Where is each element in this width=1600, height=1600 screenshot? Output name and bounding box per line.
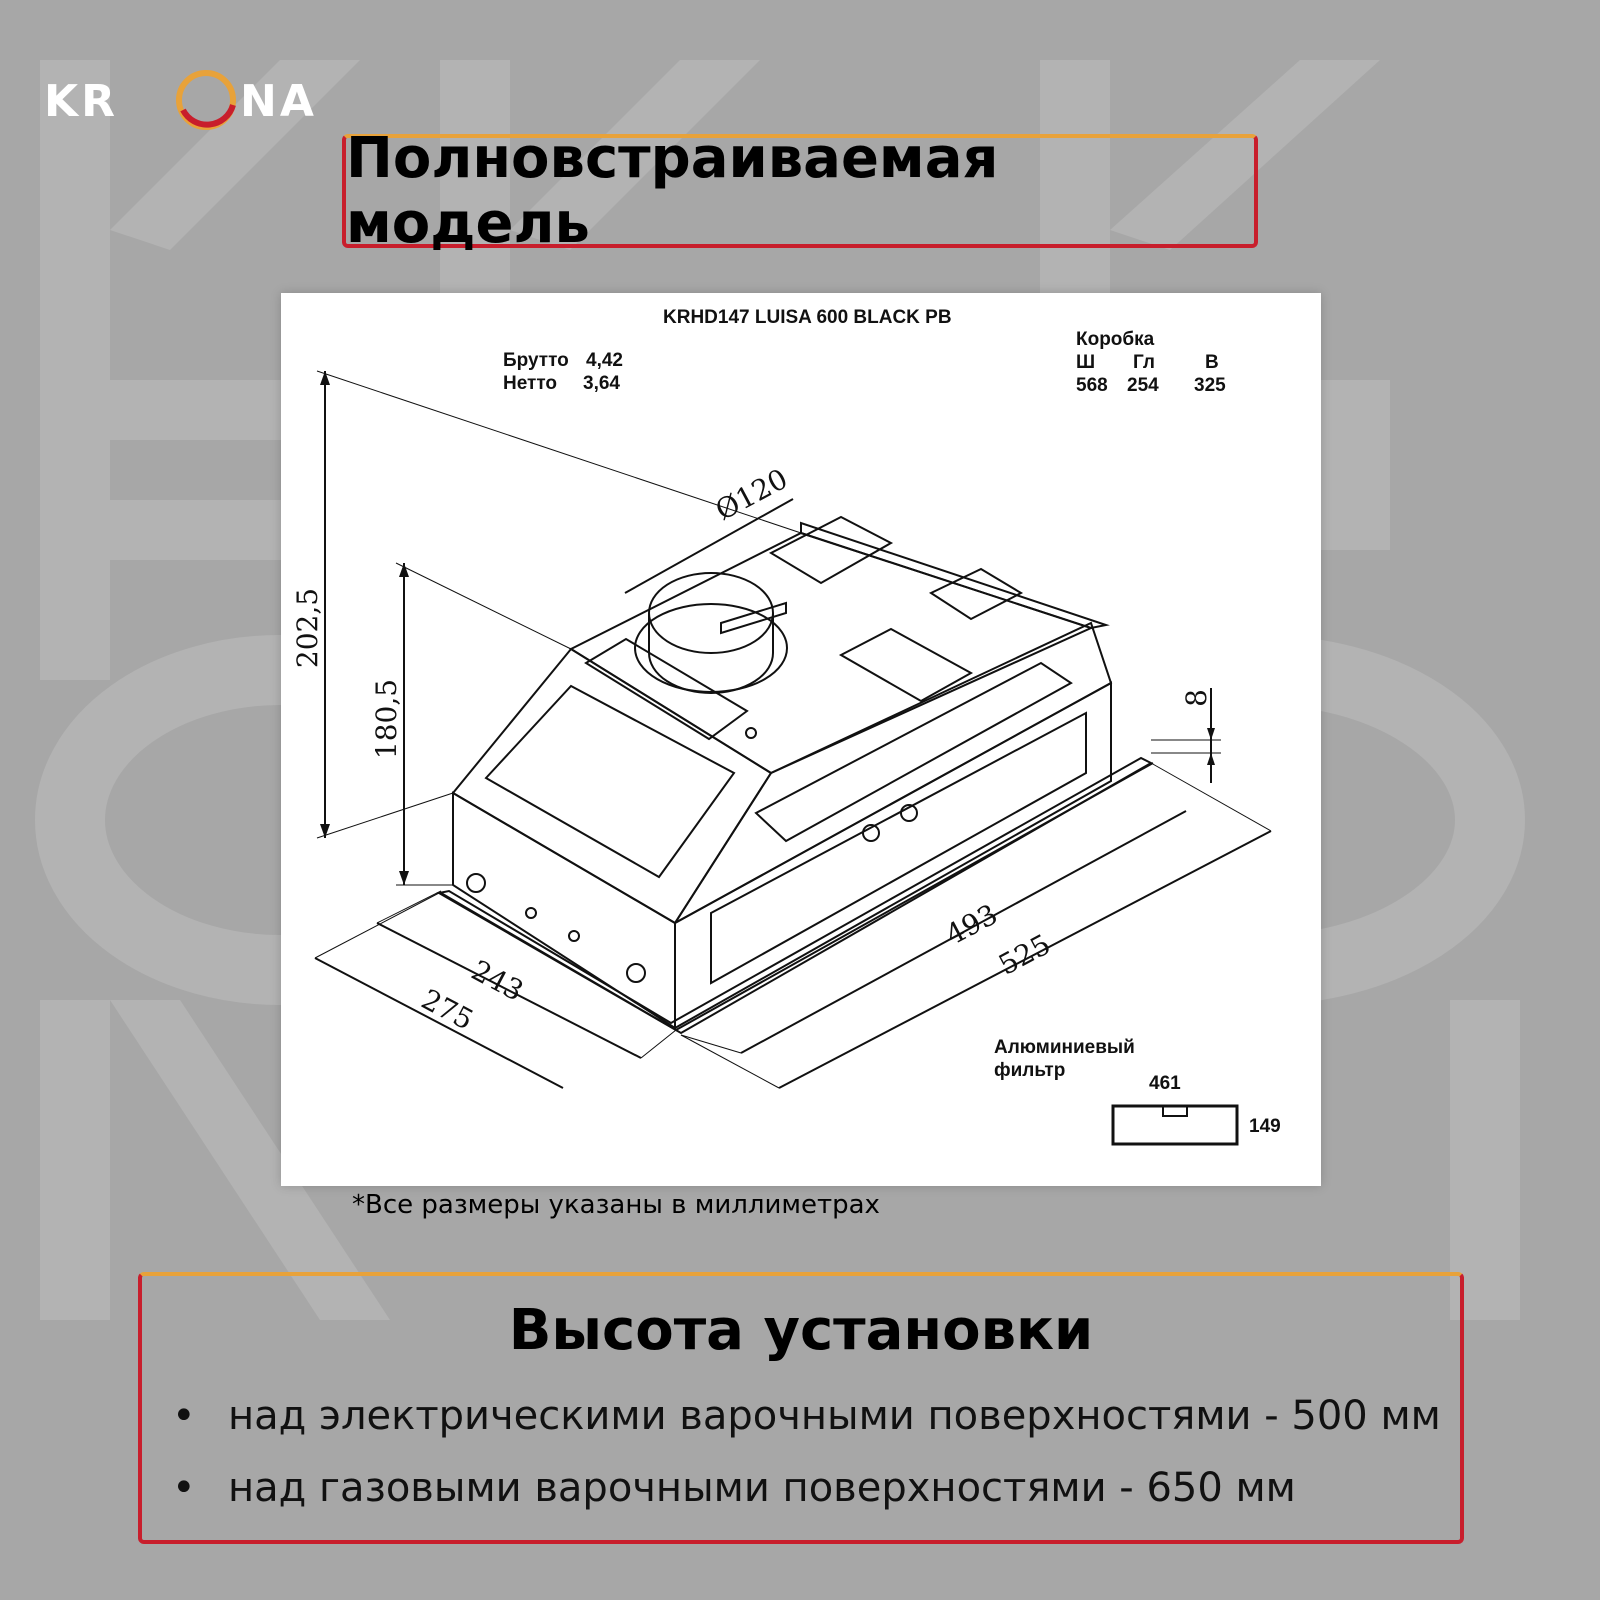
body-top-front xyxy=(675,623,1111,923)
filter-outline xyxy=(1113,1106,1237,1144)
gross-weight-value: 4,42 xyxy=(586,350,623,371)
dim-depth-outer: 275 xyxy=(416,982,479,1037)
svg-text:NA: NA xyxy=(240,76,317,127)
box-width-value: 568 xyxy=(1076,375,1108,396)
krona-logo xyxy=(40,50,360,130)
krona-logo-image xyxy=(40,50,360,130)
dim-height-body: 180,5 xyxy=(370,678,403,760)
box-width-label: Ш xyxy=(1076,352,1096,373)
units-note: *Все размеры указаны в миллиметрах xyxy=(352,1190,880,1220)
dim-width-outer: 525 xyxy=(993,927,1056,982)
install-height-gas: • над газовыми варочными поверхностями - 650 мм xyxy=(172,1452,1441,1524)
net-weight-label: Нетто xyxy=(503,373,558,394)
box-depth-value: 254 xyxy=(1127,375,1159,396)
install-height-electric: • над электрическими варочными поверхностями - 500 мм xyxy=(172,1380,1441,1452)
filter-label-line2: фильтр xyxy=(994,1060,1066,1081)
housing-back xyxy=(801,523,1106,628)
filter-width-value: 461 xyxy=(1149,1073,1181,1094)
svg-text:KR: KR xyxy=(44,76,118,127)
dim-diameter: Ø120 xyxy=(710,462,794,528)
net-weight-value: 3,64 xyxy=(583,373,620,394)
title-banner xyxy=(342,126,1258,256)
dim-offset: 8 xyxy=(1180,689,1213,707)
dimension-drawing xyxy=(281,293,1321,1186)
model-name: KRHD147 LUISA 600 BLACK PB xyxy=(663,307,952,328)
install-height-title: Высота установки xyxy=(508,1298,1094,1363)
dim-height-total: 202,5 xyxy=(291,587,324,669)
box-height-label: В xyxy=(1205,352,1219,373)
hood-drawing xyxy=(281,293,1321,1186)
filter-label-line1: Алюминиевый xyxy=(994,1037,1135,1058)
frame-plate xyxy=(439,758,1151,1033)
filter-height-value: 149 xyxy=(1249,1116,1281,1137)
page-title: Полновстраиваемая модель xyxy=(346,126,999,256)
install-height-box xyxy=(138,1272,1464,1544)
dim-depth-inner: 243 xyxy=(466,953,529,1008)
install-height-list xyxy=(172,1380,1441,1524)
box-depth-label: Гл xyxy=(1133,352,1155,373)
box-height-value: 325 xyxy=(1194,375,1226,396)
gross-weight-label: Брутто xyxy=(503,350,569,371)
box-label: Коробка xyxy=(1076,329,1155,350)
dim-width-inner: 493 xyxy=(940,897,1003,952)
